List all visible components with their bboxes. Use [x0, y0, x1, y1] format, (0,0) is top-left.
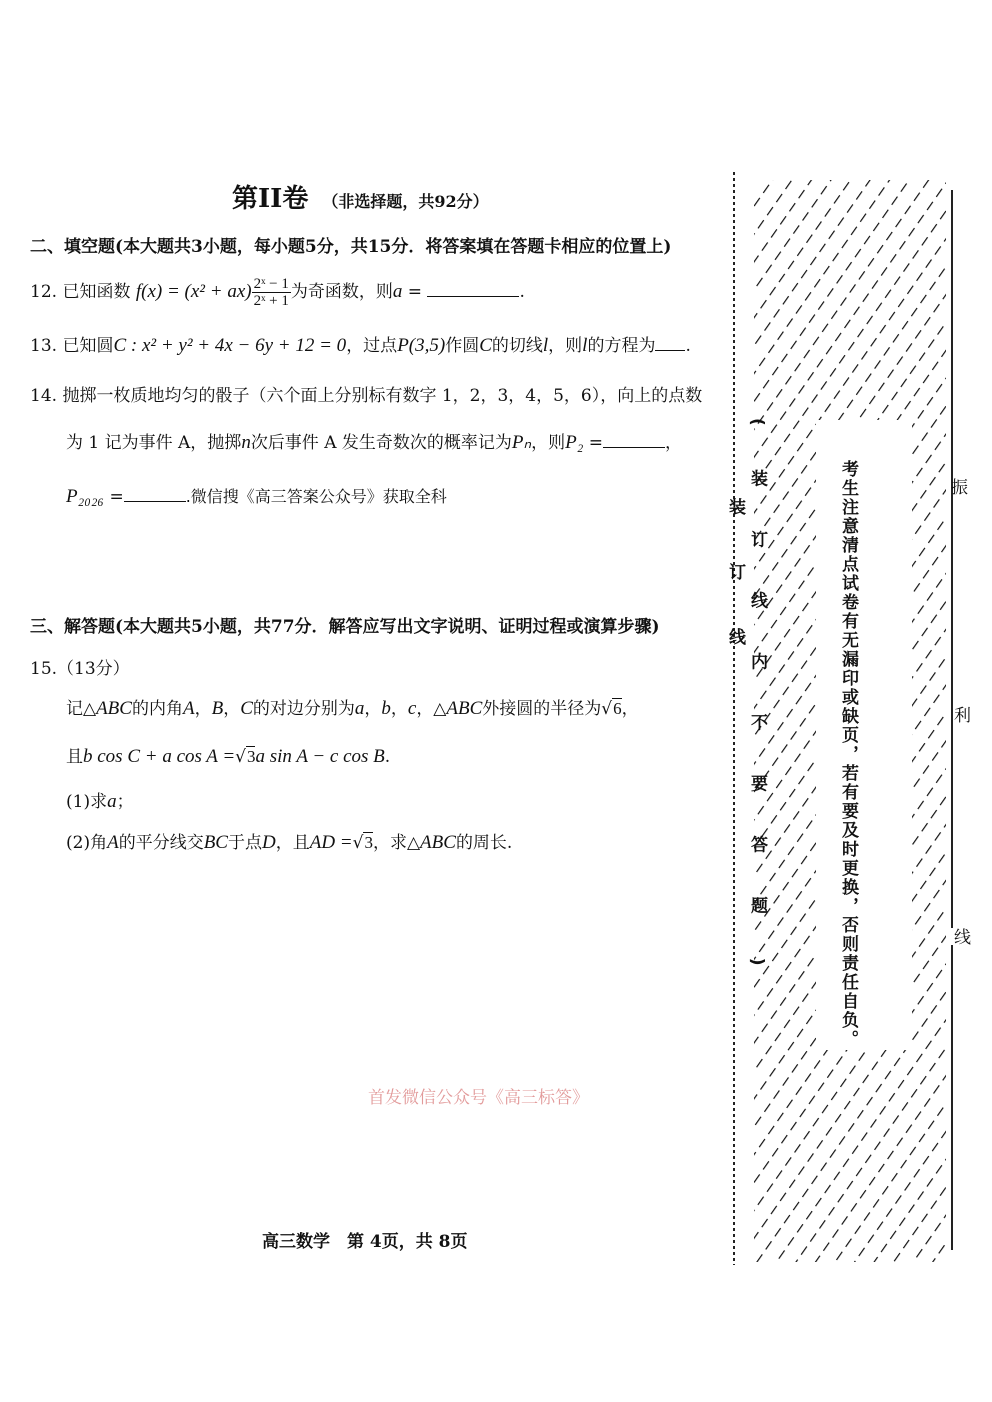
q13-end: . [685, 336, 691, 356]
q14-line2-c: ，则 [531, 433, 566, 453]
q15-sep3: ， [364, 699, 382, 719]
q12-text-b: 为奇函数，则 [290, 282, 393, 302]
q13-answer-blank[interactable] [655, 336, 685, 351]
question-12 [30, 276, 525, 309]
q15-C: C [240, 698, 253, 719]
title-sub: （非选择题，共92分） [322, 192, 489, 211]
q14-line2-b: 次后事件 A 发生奇数次的概率记为 [250, 433, 512, 453]
q13-text-c: 作圆 [445, 336, 480, 356]
q14-pn: Pₙ [511, 432, 532, 453]
q15-p2sqrt3: 3 [364, 833, 373, 852]
q13-number: 13. [30, 336, 58, 356]
edge-char-2: 利 [950, 706, 970, 723]
watermark-text: 首发微信公众号《高三标答》 [368, 1088, 589, 1108]
q14-p2026-blank[interactable] [124, 487, 186, 502]
notice-text: 考生注意清点试卷有无漏印或缺页，若有要及时更换，否则责任自负。 [838, 460, 858, 1049]
section3-heading: 三、解答题(本大题共5小题，共77分．解答应写出文字说明、证明过程或演算步骤) [30, 617, 660, 637]
q13-point: P(3,5) [397, 335, 446, 356]
q12-answer-blank[interactable] [427, 282, 519, 297]
q15-sep1: ， [194, 699, 212, 719]
q15-score: （13分） [57, 659, 130, 679]
q15-A: A [182, 698, 195, 719]
q15-p2f: 的周长. [455, 833, 513, 853]
edge-char-1: 振 [947, 478, 967, 495]
q15-p2d: ，且 [275, 833, 310, 853]
binding-label-inner: (装订线内不要答题) [747, 418, 767, 1010]
question-15-line2: 且b cos C + a cos A =√3a sin A − c cos B. [66, 746, 391, 767]
q15-sep4: ， [390, 699, 408, 719]
q14-p2: P₂ [565, 432, 584, 453]
q12-text-a: 已知函数 [62, 282, 131, 302]
q13-circle-eq: C : x² + y² + 4x − 6y + 12 = 0 [113, 335, 347, 356]
q15-sep2: ， [223, 699, 241, 719]
question-15-part2: (2)角A的平分线交BC于点D，且AD =√3，求△ABC的周长. [66, 832, 513, 853]
q15-p2abc: ABC [420, 832, 456, 853]
q12-eq: = [407, 282, 423, 302]
q15-p2AD: AD = [309, 832, 353, 853]
q15-t5: ， [621, 699, 639, 719]
q15-p2BC: BC [203, 832, 228, 853]
q14-line3-eq: = [109, 487, 124, 507]
section2-heading: 二、填空题(本大题共3小题，每小题5分，共15分．将答案填在答题卡相应的位置上) [30, 237, 672, 257]
q12-function: f(x) = (x² + ax) [135, 281, 252, 302]
q13-l2: l [582, 335, 588, 356]
q12-fraction [252, 276, 291, 309]
title-main: 第II卷 [232, 184, 309, 214]
q15-p2A: A [107, 832, 119, 853]
q14-p2026: P₂₀₂₆ [66, 486, 105, 507]
question-15-line1: 记△ABC的内角A，B，C的对边分别为a，b，c，△ABC外接圆的半径为√6， [66, 698, 639, 719]
q12-end: . [519, 282, 525, 302]
q15-number: 15. [30, 659, 58, 679]
q13-text-a: 已知圆 [62, 336, 114, 356]
binding-label-left: 装订线 [725, 498, 745, 693]
q13-text-d: 的切线 [491, 336, 543, 356]
q15-sep5: ，△ [416, 699, 447, 719]
q12-var: a [392, 281, 403, 302]
q15-a: a [354, 698, 365, 719]
q15-B: B [211, 698, 224, 719]
q15-p2c: 于点 [227, 833, 262, 853]
q13-text-b: ，过点 [346, 336, 398, 356]
q15-p1a: (1)求 [66, 792, 108, 812]
q13-text-e: ，则 [548, 336, 583, 356]
q13-c: C [479, 335, 492, 356]
q14-n: n [241, 432, 251, 453]
q14-line1: 抛掷一枚质地均匀的骰子（六个面上分别标有数字 1，2，3，4，5，6），向上的点数 [62, 386, 703, 406]
question-13 [30, 331, 691, 357]
q15-abc2: ABC [446, 698, 483, 719]
q15-t1: 记△ [66, 699, 97, 719]
question-14-line1 [30, 381, 702, 406]
q15-p2D: D [261, 832, 276, 853]
q15-abc1: ABC [96, 698, 132, 719]
q15-p2a: (2)角 [66, 833, 108, 853]
q15-l2end: . [384, 747, 391, 767]
q14-line3-tail: .微信搜《高三答案公众号》获取全科 [185, 487, 447, 506]
q14-line2-d: = [588, 433, 603, 453]
q15-p1end: ； [116, 792, 134, 812]
section-title [232, 178, 489, 215]
question-14-line3 [66, 484, 447, 508]
q15-c: c [407, 698, 417, 719]
edge-char-3: 线 [948, 928, 973, 945]
q15-t3: 的对边分别为 [252, 699, 355, 719]
q13-text-f: 的方程为 [587, 336, 656, 356]
q15-l2a: 且 [66, 747, 83, 767]
q15-p2b: 的平分线交 [118, 833, 204, 853]
q12-number: 12. [30, 282, 58, 302]
q15-b: b [381, 698, 391, 719]
q14-line2-a: 为 1 记为事件 A，抛掷 [66, 433, 242, 453]
q15-t2: 的内角 [131, 699, 183, 719]
q15-eq1: b cos C + a cos A = [83, 746, 236, 767]
q15-p1var: a [107, 791, 117, 812]
q15-eq2: a sin A − c cos B [255, 746, 385, 767]
page-footer: 高三数学 第 4页，共 8页 [262, 1232, 468, 1252]
q13-l: l [542, 335, 549, 356]
q15-sqrt6: 6 [613, 699, 622, 718]
q15-p2e: ，求△ [372, 833, 421, 853]
q14-p2-blank[interactable] [603, 433, 665, 448]
q14-line2-end: ， [664, 433, 682, 453]
question-15-header [30, 654, 130, 679]
q15-t4: 外接圆的半径为 [482, 699, 602, 719]
q14-number: 14. [30, 386, 58, 406]
q12-frac-num: 2ˣ − 1 [253, 276, 289, 292]
q12-frac-den: 2ˣ + 1 [253, 293, 289, 309]
q15-sqrt3: 3 [246, 747, 256, 766]
question-14-line2 [66, 428, 682, 454]
question-15-part1 [66, 787, 134, 813]
